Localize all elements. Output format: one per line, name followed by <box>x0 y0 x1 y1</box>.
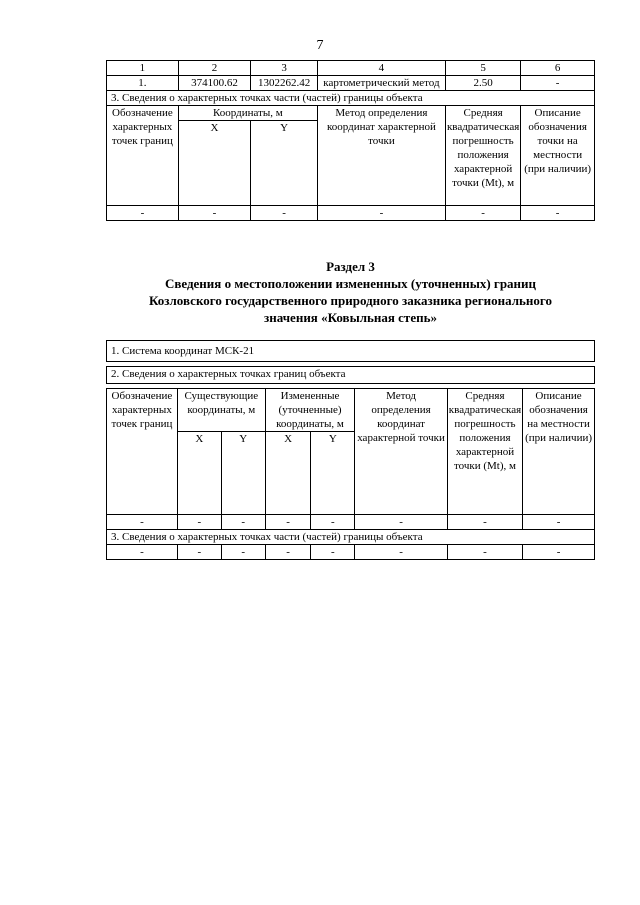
column-titles-row <box>107 106 595 121</box>
cell-y: 1302262.42 <box>251 76 318 91</box>
section-subtitle: Сведения о местоположении измененных (уточненных) границ <box>164 276 537 291</box>
col-designation: Обозначение характерных точек границ <box>107 106 179 206</box>
section-heading <box>106 258 595 326</box>
cell: - <box>447 545 522 560</box>
header-cell: 1 <box>107 61 179 76</box>
subsection-title: 3. Сведения о характерных точках части (частей) границы объекта <box>107 91 595 106</box>
cell: - <box>107 206 179 221</box>
table-row <box>107 515 595 530</box>
col-description: Описание обозначения на местности (при наличии) <box>523 389 595 515</box>
coord-system: 1. Система координат МСК-21 <box>107 341 595 362</box>
col-changed-y: Y <box>311 432 355 515</box>
col-x: X <box>178 121 250 206</box>
cell: - <box>107 545 178 560</box>
section-subtitle: Козловского государственного природного заказника регионального <box>149 293 552 308</box>
col-coordinates: Координаты, м <box>178 106 317 121</box>
header-cell: 6 <box>521 61 595 76</box>
col-existing-x: X <box>177 432 221 515</box>
header-cell: 5 <box>445 61 520 76</box>
col-description: Описание обозначения точки на местности (при наличии) <box>521 106 595 206</box>
column-titles-row <box>107 389 595 432</box>
cell: - <box>178 206 250 221</box>
col-error: Средняя квадратическая погрешность положения характерной точки (Mt), м <box>447 389 522 515</box>
coord-system-row <box>107 341 595 362</box>
cell: - <box>523 515 595 530</box>
header-cell: 3 <box>251 61 318 76</box>
table-row <box>107 545 595 560</box>
cell: - <box>447 515 522 530</box>
cell: - <box>317 206 445 221</box>
cell: - <box>523 545 595 560</box>
cell: - <box>355 545 448 560</box>
table-row <box>107 206 595 221</box>
cell-method: картометрический метод <box>317 76 445 91</box>
table-row <box>107 76 595 91</box>
col-designation: Обозначение характерных точек границ <box>107 389 178 515</box>
col-method: Метод определения координат характерной точки <box>355 389 448 515</box>
subsection-title-row <box>107 91 595 106</box>
cell: - <box>221 545 265 560</box>
cell: - <box>265 515 311 530</box>
col-error: Средняя квадратическая погрешность положения характерной точки (Mt), м <box>445 106 520 206</box>
cell: - <box>311 545 355 560</box>
col-existing: Существующие координаты, м <box>177 389 265 432</box>
cell: - <box>251 206 318 221</box>
section-subtitle: значения «Ковыльная степь» <box>264 310 437 325</box>
cell: - <box>521 206 595 221</box>
col-y: Y <box>251 121 318 206</box>
cell: - <box>221 515 265 530</box>
part-points-title-row <box>107 530 595 545</box>
table-header-row <box>107 61 595 76</box>
table-changed-boundaries <box>106 340 595 560</box>
header-cell: 2 <box>178 61 250 76</box>
col-method: Метод определения координат характерной точки <box>317 106 445 206</box>
cell: - <box>107 515 178 530</box>
cell: - <box>311 515 355 530</box>
col-changed: Измененные (уточненные) координаты, м <box>265 389 355 432</box>
cell-error: 2.50 <box>445 76 520 91</box>
page-number: 7 <box>316 38 324 53</box>
boundary-points-title: 2. Сведения о характерных точках границ объекта <box>107 367 595 384</box>
cell: - <box>177 545 221 560</box>
col-existing-y: Y <box>221 432 265 515</box>
cell-description: - <box>521 76 595 91</box>
table-part-points <box>106 60 595 221</box>
section-title: Раздел 3 <box>326 259 375 274</box>
cell: - <box>355 515 448 530</box>
boundary-points-title-row <box>107 367 595 384</box>
cell-point: 1. <box>107 76 179 91</box>
cell: - <box>445 206 520 221</box>
cell: - <box>265 545 311 560</box>
col-changed-x: X <box>265 432 311 515</box>
cell-x: 374100.62 <box>178 76 250 91</box>
cell: - <box>177 515 221 530</box>
part-points-title: 3. Сведения о характерных точках части (частей) границы объекта <box>107 530 595 545</box>
header-cell: 4 <box>317 61 445 76</box>
